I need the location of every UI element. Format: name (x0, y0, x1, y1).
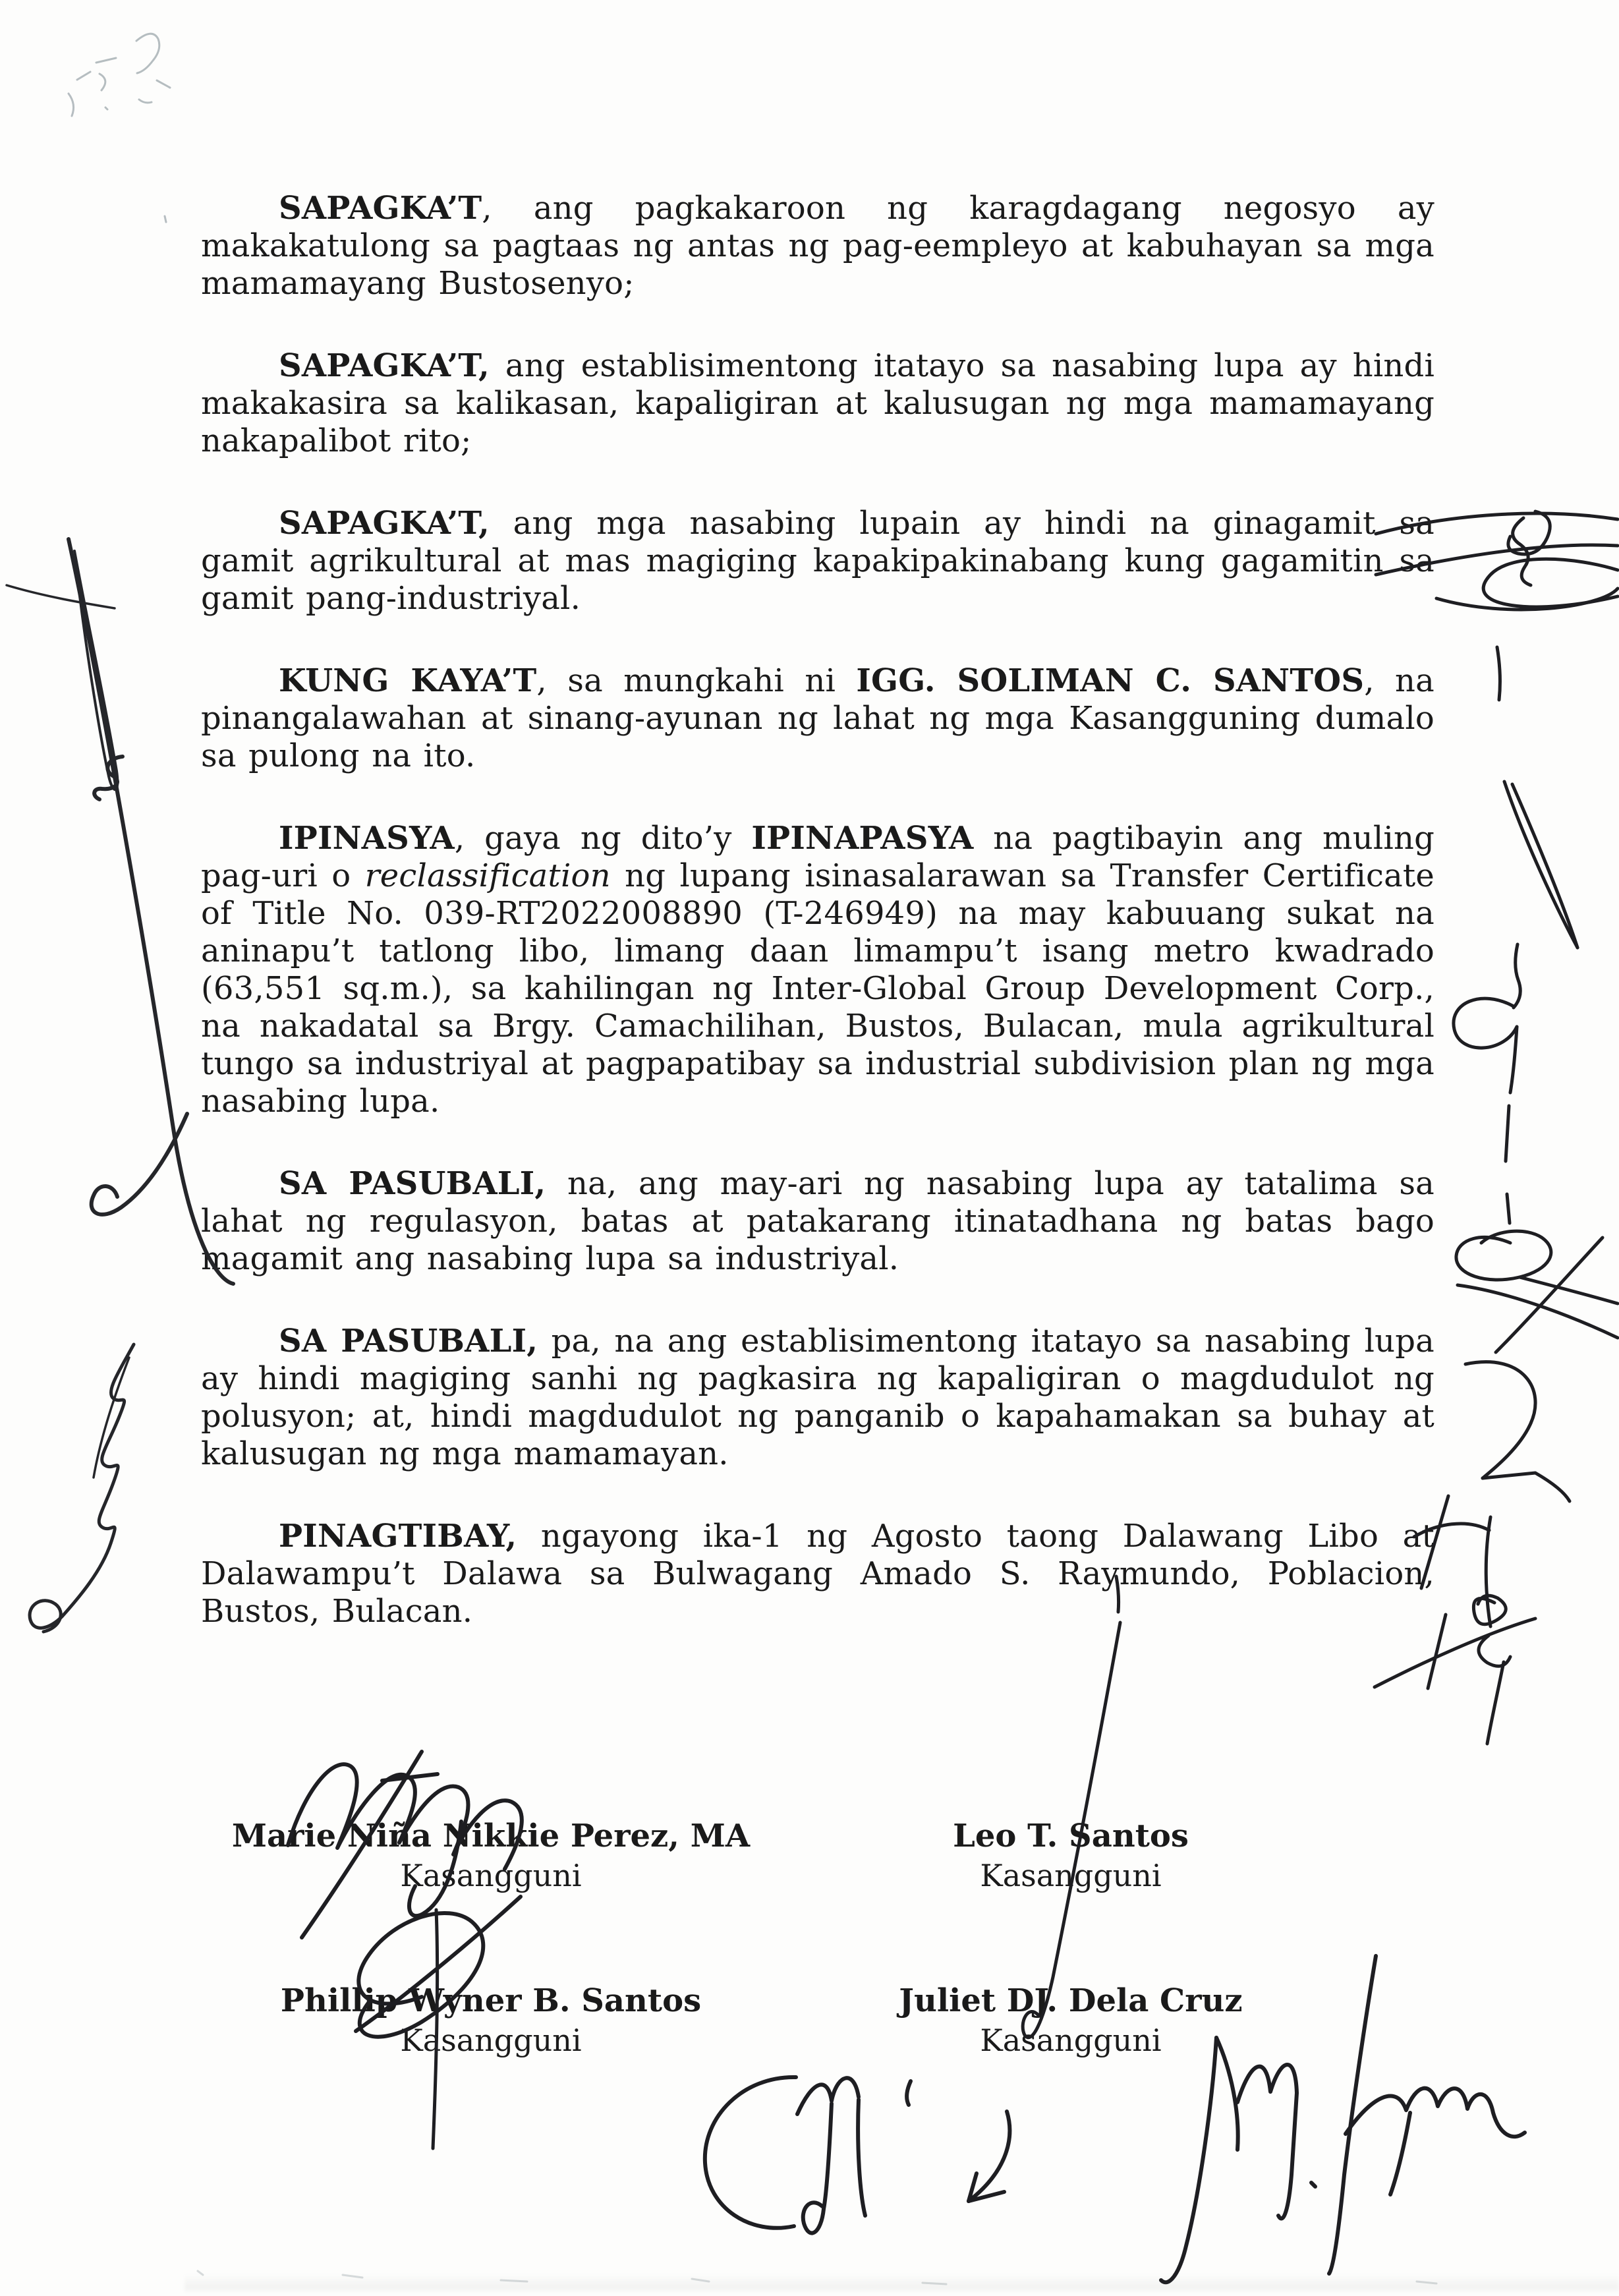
signatory-block-juliet-dela-cruz (797, 1982, 1344, 2059)
text-segment: ngayong ika-1 ng Agosto taong Dalawang Libo at Dalawampu’t Dalawa sa Bulwagang Amado S. Raymundo, Poblacion, Bustos, Bulacan. (201, 1518, 1434, 1630)
text-segment: , ang pagkakaroon ng karagdagang negosyo ay makakatulong sa pagtaas ng antas ng pag-eempleyo at kabuhayan sa mga mamamayang Bustosenyo; (201, 190, 1434, 302)
resolution-body (201, 190, 1434, 1675)
margin-signature-right-3 (1454, 944, 1520, 1161)
text-segment: pa, na ang establisimentong itatayo sa nasabing lupa ay hindi magiging sanhi ng pagkasira ng kapaligiran o magdudulot ng polusyon; at, hindi magdudulot ng panganib o kapahamakan sa buhay at kalusugan ng mga mamamayan. (201, 1323, 1434, 1472)
signatory-row-1 (0, 1818, 1619, 1894)
document-paragraph (201, 662, 1434, 775)
text-segment: SA PASUBALI, (279, 1323, 538, 1360)
text-segment: SA PASUBALI, (279, 1165, 546, 1202)
text-segment: ang establisimentong itatayo sa nasabing lupa ay hindi makakasira sa kalikasan, kapaligiran at kalusugan ng mga mamamayang nakapalibot rito; (201, 347, 1434, 459)
document-paragraph (201, 1323, 1434, 1473)
signatory-title: Kasangguni (400, 1858, 582, 1893)
signatory-name: Marie Niña Nikkie Perez, MA (231, 1818, 751, 1854)
signatory-title: Kasangguni (980, 1858, 1162, 1893)
document-paragraph (201, 1518, 1434, 1630)
pencil-scribble-top-left (69, 34, 170, 222)
text-segment: SAPAGKA’T, (279, 505, 490, 542)
signatory-block-marie-perez (217, 1818, 764, 1894)
text-segment: IPINASYA (279, 820, 455, 857)
text-segment: na, ang may-ari ng nasabing lupa ay tatalima sa lahat ng regulasyon, batas at patakarang itinatadhana ng batas bago magamit ang nasabing lupa sa industriyal. (201, 1165, 1434, 1277)
signatory-name: Phillip Wyner B. Santos (280, 1982, 702, 2019)
text-segment: reclassification (364, 857, 611, 894)
margin-flourish-right-5 (1465, 1362, 1570, 1501)
text-segment: na pagtibayin ang muling pag-uri o (201, 820, 1434, 894)
text-segment: IGG. SOLIMAN C. SANTOS (856, 662, 1365, 699)
document-paragraph (201, 347, 1434, 460)
text-segment: SAPAGKA’T (279, 190, 482, 227)
text-segment: ng lupang isinasalarawan sa Transfer Certificate of Title No. 039-RT2022008890 (T-246949) na may kabuuang sukat na aninapu’t tatlong libo, limang daan limampu’t isang metro kwadrado (63,551 sq.m.), sa kahilingan ng Inter-Global Group Development Corp., na nakadatal sa Brgy. Camachilihan, Bustos, Bulacan, mula agrikultural tungo sa industriyal at pagpapatibay sa industrial subdivision plan ng mga nasabing lupa. (201, 857, 1434, 1120)
text-segment: PINAGTIBAY, (279, 1518, 517, 1555)
margin-stroke-right-2 (1497, 647, 1577, 948)
margin-flourish-right-4 (1456, 1194, 1618, 1352)
margin-signature-left (30, 1344, 134, 1632)
text-segment: , gaya ng dito’y (454, 820, 752, 857)
signatory-title: Kasangguni (400, 2023, 582, 2058)
text-segment: IPINAPASYA (751, 820, 974, 857)
signatory-name: Leo T. Santos (953, 1818, 1189, 1854)
text-segment: ang mga nasabing lupain ay hindi na ginagamit sa gamit agrikultural at mas magiging kapakipakinabang kung gagamitin sa gamit pang-industriyal. (201, 505, 1434, 617)
signature-bottom-center (705, 2077, 1010, 2233)
document-paragraph (201, 190, 1434, 302)
text-segment: SAPAGKA’T, (279, 347, 490, 384)
signatory-name: Juliet DJ. Dela Cruz (899, 1982, 1243, 2019)
document-paragraph (201, 820, 1434, 1120)
signatory-block-phillip-santos (217, 1982, 764, 2059)
signatory-title: Kasangguni (980, 2023, 1162, 2058)
margin-flourish-left (7, 539, 233, 1284)
text-segment: , na pinangalawahan at sinang-ayunan ng lahat ng mga Kasangguning dumalo sa pulong na ito. (201, 662, 1434, 774)
scan-edge-shadow (185, 2274, 1619, 2292)
text-segment: KUNG KAYA’T (279, 662, 537, 699)
document-paragraph (201, 505, 1434, 617)
document-paragraph (201, 1165, 1434, 1278)
text-segment: , sa mungkahi ni (536, 662, 857, 699)
signatory-block-leo-santos (797, 1818, 1344, 1894)
signatory-row-2 (0, 1982, 1619, 2059)
